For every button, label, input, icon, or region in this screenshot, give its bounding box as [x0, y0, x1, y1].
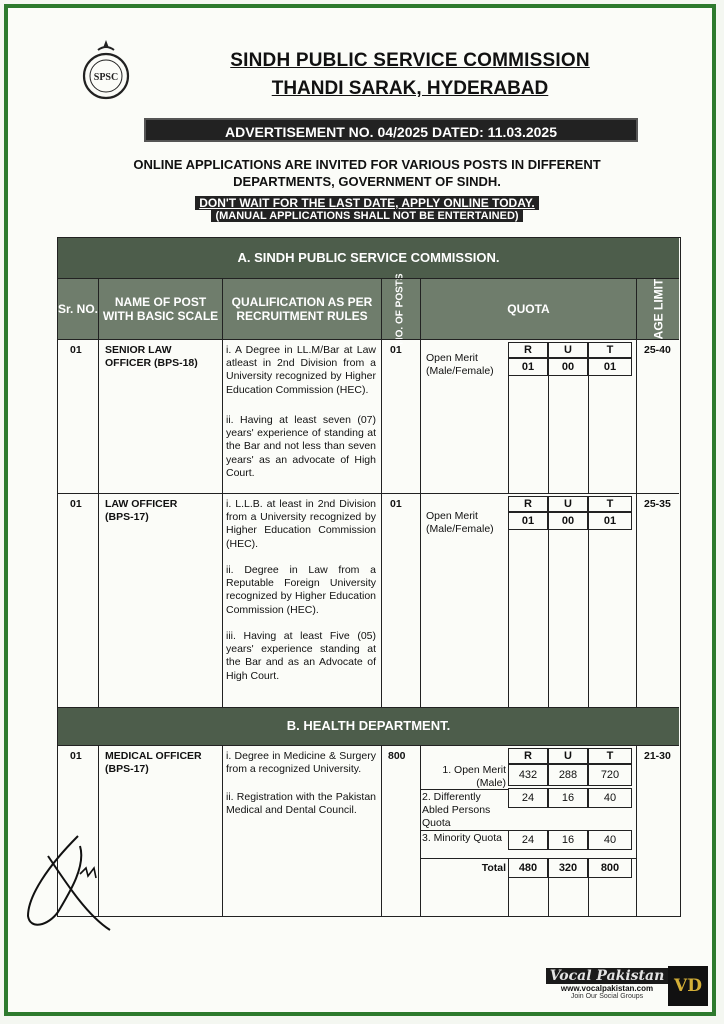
- row1-quota-divider: [508, 376, 509, 493]
- row1-quota-divider: [548, 376, 549, 493]
- row1-u-value: 00: [548, 358, 588, 376]
- col-age-header: [637, 279, 679, 339]
- row1-r-head: R: [508, 342, 548, 358]
- org-address: THANDI SARAK, HYDERABAD: [271, 78, 549, 99]
- row3-t-head: T: [588, 748, 632, 764]
- row3-quota-1-t: 720: [588, 764, 632, 786]
- signature: [18, 826, 118, 936]
- row3-quota-divider: [588, 878, 589, 917]
- watermark-url[interactable]: www.vocalpakistan.com: [560, 984, 654, 993]
- watermark-social: Join Our Social Groups: [570, 993, 644, 1000]
- invitation-line-2: DEPARTMENTS, GOVERNMENT OF SINDH.: [233, 174, 501, 189]
- row3-quota-divider: [548, 878, 549, 917]
- row3-quota-divider: [420, 830, 508, 831]
- row3-sr: 01: [70, 750, 82, 762]
- col-sr-header: Sr. NO.: [58, 279, 98, 339]
- section-a-band: A. SINDH PUBLIC SERVICE COMMISSION.: [58, 238, 679, 278]
- row2-posts: 01: [390, 498, 402, 510]
- row2-u-head: U: [548, 496, 588, 512]
- row1-r-value: 01: [508, 358, 548, 376]
- row3-quota-3-label: 3. Minority Quota: [422, 832, 502, 844]
- row3-qualification-2: ii. Registration with the Pakistan Medical and Dental Council.: [226, 791, 376, 817]
- age-header-text: AGE LIMIT: [651, 278, 666, 340]
- row1-posts: 01: [390, 344, 402, 356]
- row1-post-name: SENIOR LAW OFFICER (BPS-18): [105, 344, 198, 370]
- row3-quota-divider: [508, 878, 509, 917]
- section-b-band: B. HEALTH DEPARTMENT.: [58, 707, 679, 745]
- row3-quota-1-u: 288: [548, 764, 588, 786]
- row2-qualification-2: ii. Degree in Law from a Reputable Foreign University recognized by Higher Education Commission (HEC).: [226, 564, 376, 616]
- col-qualification-header: QUALIFICATION AS PER RECRUITMENT RULES: [223, 279, 381, 339]
- row1-t-head: T: [588, 342, 632, 358]
- row3-r-head: R: [508, 748, 548, 764]
- row3-total-t: 800: [588, 858, 632, 878]
- row1-qualification-1: i. A Degree in LL.M/Bar at Law atleast in 2nd Division from a University recognized by Higher Education Commission (HEC).: [226, 344, 376, 396]
- row3-age: 21-30: [644, 750, 671, 762]
- row2-sr: 01: [70, 498, 82, 510]
- manual-note: [100, 210, 634, 222]
- manual-note-text: (MANUAL APPLICATIONS SHALL NOT BE ENTERTAINED): [211, 210, 522, 222]
- row2-t-value: 01: [588, 512, 632, 530]
- row2-u-value: 00: [548, 512, 588, 530]
- advertisement-banner: ADVERTISEMENT NO. 04/2025 DATED: 11.03.2025: [144, 118, 638, 142]
- row-divider: [58, 707, 679, 708]
- dont-wait-text: DON'T WAIT FOR THE LAST DATE, APPLY ONLINE TODAY.: [195, 196, 539, 210]
- row2-quota-divider: [548, 530, 549, 707]
- col-divider: [222, 745, 223, 917]
- svg-text:SPSC: SPSC: [93, 72, 119, 83]
- row1-quota-label: Open Merit (Male/Female): [426, 352, 494, 378]
- invitation-line-1: ONLINE APPLICATIONS ARE INVITED FOR VARIOUS POSTS IN DIFFERENT: [133, 157, 601, 172]
- posts-table: [57, 237, 681, 917]
- row2-r-value: 01: [508, 512, 548, 530]
- col-name-header: NAME OF POST WITH BASIC SCALE: [99, 279, 222, 339]
- row3-posts: 800: [388, 750, 406, 762]
- row-divider: [58, 278, 679, 279]
- col-quota-header: QUOTA: [421, 279, 636, 339]
- row3-quota-2-r: 24: [508, 788, 548, 808]
- row2-quota-label: Open Merit (Male/Female): [426, 510, 494, 536]
- col-posts-header: [382, 273, 420, 345]
- row3-quota-1-label: 1. Open Merit (Male): [442, 764, 506, 790]
- row3-quota-2-t: 40: [588, 788, 632, 808]
- row3-quota-3-t: 40: [588, 830, 632, 850]
- row3-post-name: MEDICAL OFFICER (BPS-17): [105, 750, 202, 776]
- row1-qualification-2: ii. Having at least seven (07) years' experience of standing at the Bar and not less than seven years' as an advocate of High Court.: [226, 414, 376, 479]
- row-divider: [58, 339, 679, 340]
- row3-quota-2-u: 16: [548, 788, 588, 808]
- row2-quota-divider: [508, 530, 509, 707]
- row3-quota-2-label: 2. Differently Abled Persons Quota: [422, 791, 491, 830]
- row-divider: [58, 493, 679, 494]
- row1-age: 25-40: [644, 344, 671, 356]
- watermark-name: Vocal Pakistan: [546, 968, 668, 984]
- row2-qualification-1: i. L.L.B. at least in 2nd Division from a University recognized by Higher Education Commission (HEC).: [226, 498, 376, 550]
- row1-quota-divider: [588, 376, 589, 493]
- col-divider: [636, 745, 637, 917]
- spsc-logo: [80, 36, 132, 102]
- col-divider: [381, 745, 382, 917]
- row3-quota-1-r: 432: [508, 764, 548, 786]
- row-divider: [58, 745, 679, 746]
- row3-u-head: U: [548, 748, 588, 764]
- row3-quota-3-r: 24: [508, 830, 548, 850]
- row3-qualification-1: i. Degree in Medicine & Surgery from a recognized University.: [226, 750, 376, 776]
- row2-qualification-3: iii. Having at least Five (05) years' experience standing at the Bar and as an Advocate of High Court.: [226, 630, 376, 682]
- org-title: SINDH PUBLIC SERVICE COMMISSION: [230, 50, 590, 71]
- row3-total-label: Total: [481, 862, 506, 874]
- row1-sr: 01: [70, 344, 82, 356]
- row2-t-head: T: [588, 496, 632, 512]
- row3-total-u: 320: [548, 858, 588, 878]
- row2-post-name: LAW OFFICER (BPS-17): [105, 498, 178, 524]
- row1-t-value: 01: [588, 358, 632, 376]
- watermark-brand: [546, 968, 668, 1000]
- row3-total-r: 480: [508, 858, 548, 878]
- invitation-text: [100, 156, 634, 190]
- posts-header-text: NO. OF POSTS: [395, 273, 406, 345]
- row1-u-head: U: [548, 342, 588, 358]
- row3-quota-3-u: 16: [548, 830, 588, 850]
- row2-age: 25-35: [644, 498, 671, 510]
- row2-quota-divider: [588, 530, 589, 707]
- row3-quota-divider: [420, 789, 508, 790]
- dont-wait-note: [100, 196, 634, 210]
- watermark-badge: VD: [668, 966, 708, 1006]
- col-divider: [420, 745, 421, 917]
- row2-r-head: R: [508, 496, 548, 512]
